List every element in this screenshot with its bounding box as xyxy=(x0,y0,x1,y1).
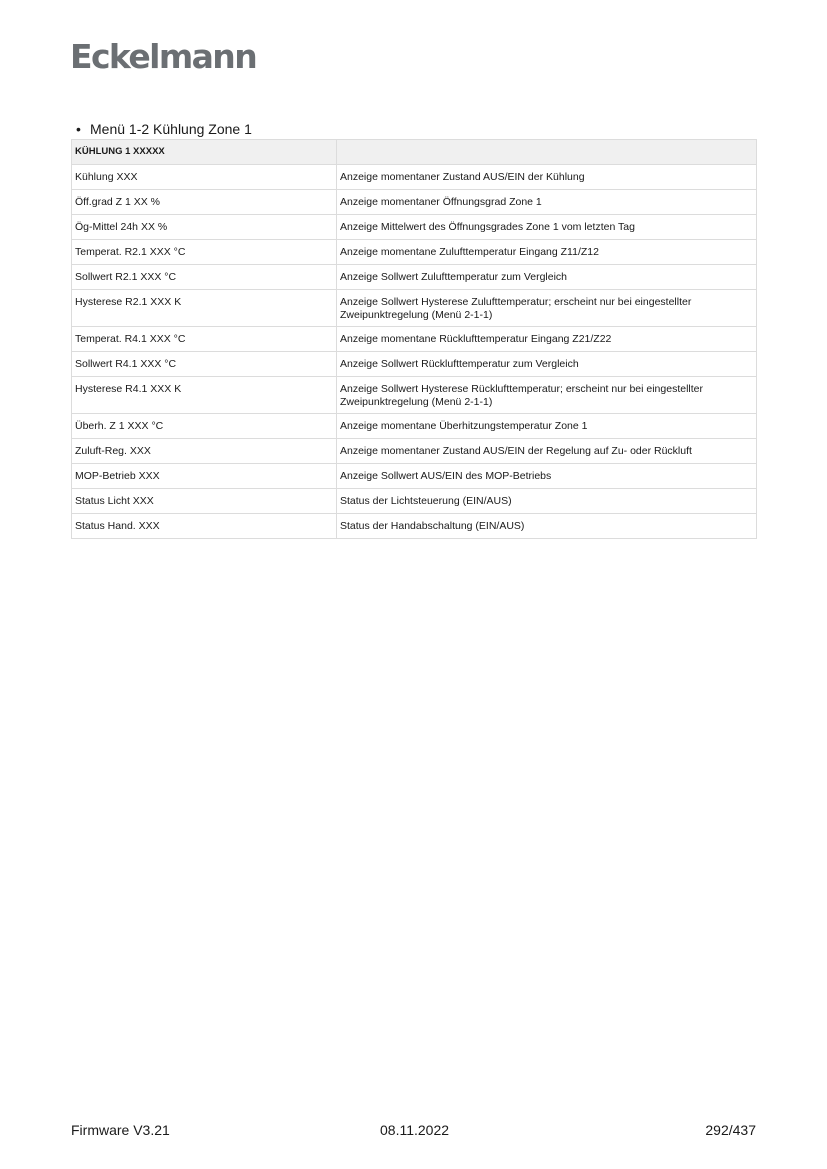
section-heading-text: Menü 1-2 Kühlung Zone 1 xyxy=(90,121,252,137)
table-cell-description: Anzeige Sollwert Zulufttemperatur zum Vergleich xyxy=(337,265,757,290)
table-cell-description: Anzeige momentane Zulufttemperatur Eingang Z11/Z12 xyxy=(337,240,757,265)
table-row xyxy=(72,190,757,215)
company-logo: Eckelmann xyxy=(70,37,257,76)
table-row xyxy=(72,327,757,352)
table-cell-parameter: Sollwert R2.1 XXX °C xyxy=(72,265,337,290)
table-cell-parameter: Ög-Mittel 24h XX % xyxy=(72,215,337,240)
table-cell-description: Anzeige Sollwert AUS/EIN des MOP-Betriebs xyxy=(337,464,757,489)
table-row xyxy=(72,377,757,414)
table-cell-parameter: Überh. Z 1 XXX °C xyxy=(72,414,337,439)
table-cell-description: Anzeige momentane Überhitzungstemperatur Zone 1 xyxy=(337,414,757,439)
table-cell-description: Anzeige momentaner Zustand AUS/EIN der Kühlung xyxy=(337,165,757,190)
table-row xyxy=(72,514,757,539)
table-cell-description: Anzeige Sollwert Hysterese Zulufttemperatur; erscheint nur bei eingestellter Zweipunktregelung (Menü 2-1-1) xyxy=(337,290,757,327)
table-row xyxy=(72,489,757,514)
section-heading xyxy=(76,121,252,137)
table-cell-description: Status der Lichtsteuerung (EIN/AUS) xyxy=(337,489,757,514)
table-cell-parameter: Kühlung XXX xyxy=(72,165,337,190)
table-row xyxy=(72,414,757,439)
table-row xyxy=(72,265,757,290)
table-row xyxy=(72,215,757,240)
table-cell-parameter: Hysterese R4.1 XXX K xyxy=(72,377,337,414)
table-row xyxy=(72,240,757,265)
menu-table xyxy=(71,139,757,539)
table-cell-parameter: MOP-Betrieb XXX xyxy=(72,464,337,489)
table-cell-description: Status der Handabschaltung (EIN/AUS) xyxy=(337,514,757,539)
table-cell-parameter: Zuluft-Reg. XXX xyxy=(72,439,337,464)
footer-page-number: 292/437 xyxy=(705,1122,756,1138)
table-cell-parameter: Status Hand. XXX xyxy=(72,514,337,539)
table-header-cell-description xyxy=(337,140,757,165)
table-row xyxy=(72,439,757,464)
table-cell-description: Anzeige momentane Rücklufttemperatur Eingang Z21/Z22 xyxy=(337,327,757,352)
table-cell-parameter: Öff.grad Z 1 XX % xyxy=(72,190,337,215)
footer-firmware: Firmware V3.21 xyxy=(71,1122,170,1138)
table-cell-description: Anzeige momentaner Zustand AUS/EIN der Regelung auf Zu- oder Rückluft xyxy=(337,439,757,464)
table-cell-description: Anzeige Mittelwert des Öffnungsgrades Zone 1 vom letzten Tag xyxy=(337,215,757,240)
table-row xyxy=(72,290,757,327)
table-cell-parameter: Temperat. R2.1 XXX °C xyxy=(72,240,337,265)
table-header-cell-name: KÜHLUNG 1 XXXXX xyxy=(72,140,337,165)
table-cell-parameter: Hysterese R2.1 XXX K xyxy=(72,290,337,327)
table-cell-description: Anzeige momentaner Öffnungsgrad Zone 1 xyxy=(337,190,757,215)
table-header-row xyxy=(72,140,757,165)
footer-date: 08.11.2022 xyxy=(380,1122,450,1138)
table-cell-parameter: Status Licht XXX xyxy=(72,489,337,514)
bullet: • xyxy=(76,121,81,137)
table-cell-description: Anzeige Sollwert Hysterese Rücklufttemperatur; erscheint nur bei eingestellter Zweipunktregelung (Menü 2-1-1) xyxy=(337,377,757,414)
table-cell-description: Anzeige Sollwert Rücklufttemperatur zum Vergleich xyxy=(337,352,757,377)
table-row xyxy=(72,165,757,190)
table-cell-parameter: Temperat. R4.1 XXX °C xyxy=(72,327,337,352)
table-row xyxy=(72,464,757,489)
table-row xyxy=(72,352,757,377)
table-cell-parameter: Sollwert R4.1 XXX °C xyxy=(72,352,337,377)
